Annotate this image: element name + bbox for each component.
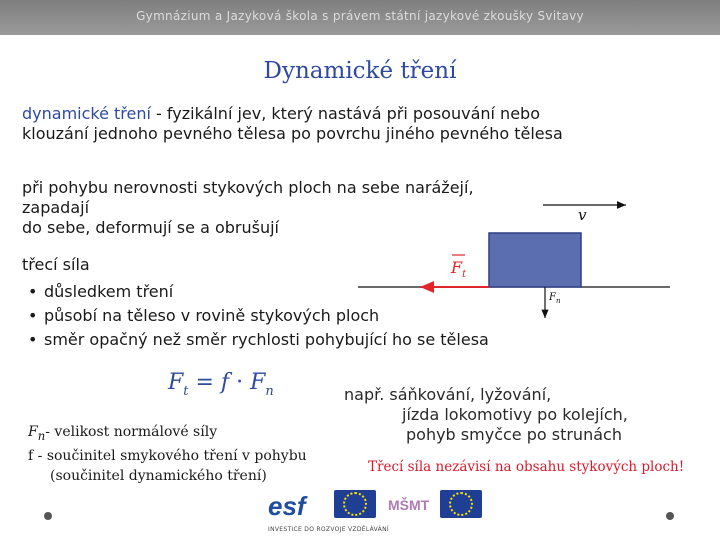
slide-title: Dynamické tření <box>263 58 457 84</box>
formula-legend <box>28 422 307 486</box>
friction-force-heading: třecí síla <box>22 255 90 274</box>
legend-f: f - součinitel smykového tření v pohybu <box>28 447 307 464</box>
cause-line2: do sebe, deformují se a obrušují <box>22 218 279 237</box>
friction-label: $F_t$ <box>451 258 467 280</box>
list-item: • důsledkem tření <box>28 280 678 304</box>
cause-line1: při pohybu nerovnosti stykových ploch na sebe narážejí, zapadají <box>22 178 474 217</box>
footer <box>0 490 720 540</box>
normal-force-label: $F_n$ <box>549 292 561 305</box>
sliding-block <box>489 233 581 287</box>
examples-line3: pohyb smyčce po strunách <box>406 425 622 444</box>
warning-note: Třecí síla nezávisí na obsahu stykových ploch! <box>368 459 685 475</box>
examples-line2: jízda lokomotivy po kolejích, <box>402 405 628 424</box>
definition-term: dynamické tření <box>22 104 151 123</box>
examples-text <box>344 385 704 445</box>
op-logo-icon <box>440 490 482 518</box>
friction-force-list <box>28 280 678 352</box>
cause-paragraph <box>22 178 542 238</box>
velocity-label: v <box>578 206 587 224</box>
msmt-logo: MŠMT <box>388 497 430 513</box>
header-bar <box>0 0 720 35</box>
footer-caption: INVESTICE DO ROZVOJE VZDĚLÁVÁNÍ <box>268 526 389 533</box>
legend-fn: $F_n-$ velikost normálové síly <box>28 424 218 443</box>
list-item: • působí na těleso v rovině stykových ploch <box>28 304 678 328</box>
eu-flag-icon <box>334 490 376 518</box>
friction-formula: $F_t = f \cdot F_n$ <box>168 370 274 399</box>
examples-line1: např. sáňkování, lyžování, <box>344 385 552 404</box>
definition-paragraph <box>22 104 712 144</box>
definition-text: - fyzikální jev, který nastává při posouvání nebo <box>150 104 540 123</box>
footer-dot-left <box>44 512 52 520</box>
footer-dot-right <box>666 512 674 520</box>
esf-logo: esf <box>268 491 306 521</box>
school-name: Gymnázium a Jazyková škola s právem státní jazykové zkoušky Svitavy <box>136 9 584 23</box>
definition-text-line2: klouzání jednoho pevného tělesa po povrchu jiného pevného tělesa <box>22 124 563 143</box>
legend-f-note: (součinitel dynamického tření) <box>50 467 267 484</box>
list-item: • směr opačný než směr rychlosti pohybující ho se tělesa <box>28 328 678 352</box>
